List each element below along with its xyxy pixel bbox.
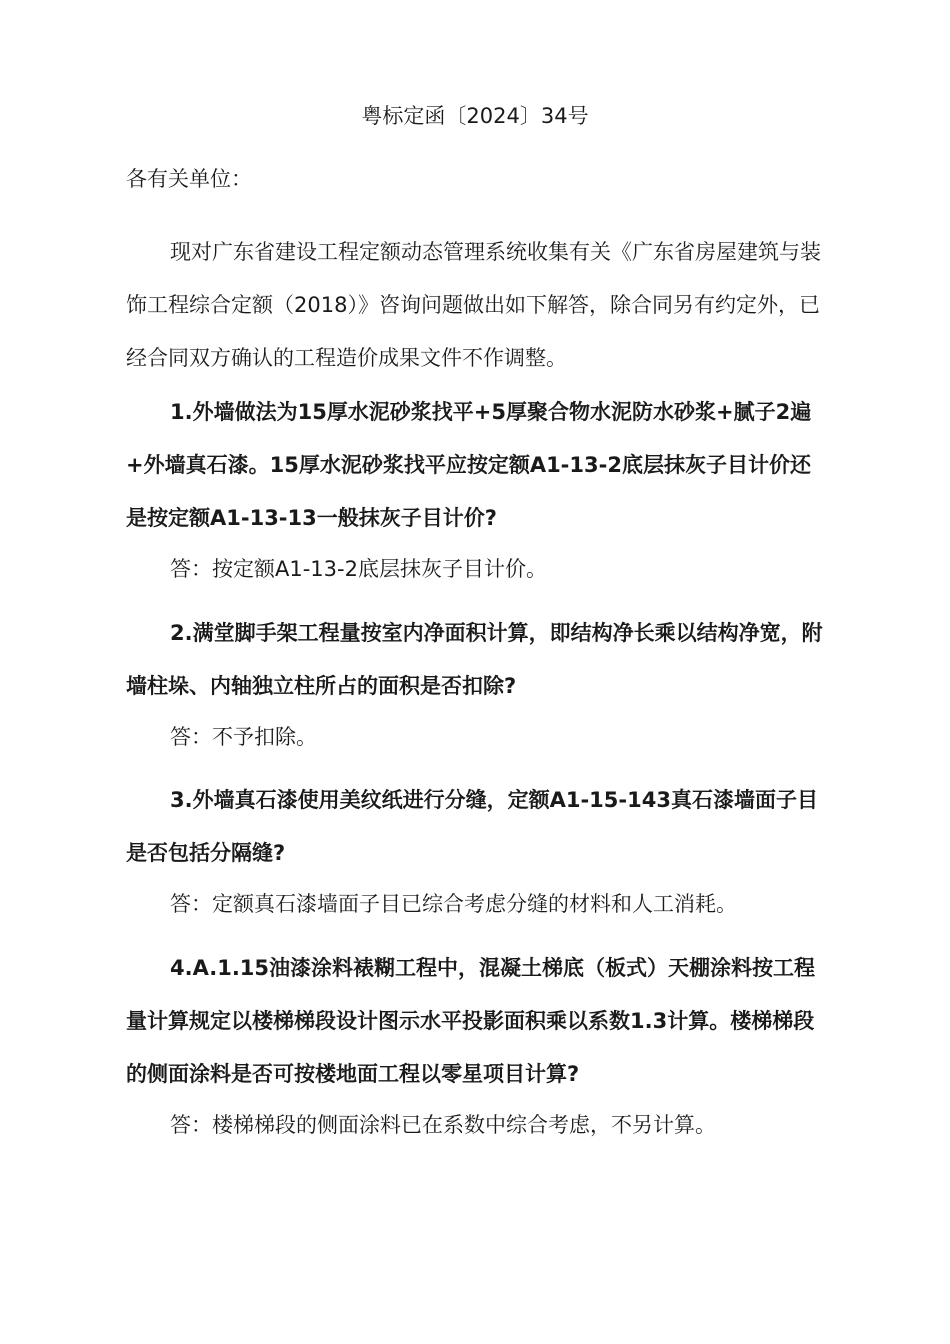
answer-text: 答：定额真石漆墙面子目已综合考虑分缝的材料和人工消耗。 (170, 892, 737, 916)
answer-text: 答：楼梯梯段的侧面涂料已在系数中综合考虑，不另计算。 (170, 1113, 716, 1137)
question-text: 4.A.1.15油漆涂料裱糊工程中，混凝土梯底（板式）天棚涂料按工程量计算规定以楼梯梯段设计图示水平投影面积乘以系数1.3计算。楼梯梯段的侧面涂料是否可按楼地面工程以零星项目计算? (126, 956, 816, 1086)
qa-item (126, 942, 826, 1145)
qa-item (126, 607, 826, 757)
qa-item (126, 774, 826, 924)
answer-text: 答：不予扣除。 (170, 725, 317, 749)
document-number: 粤标定函〔2024〕34号 (361, 104, 589, 128)
question-text: 1.外墙做法为15厚水泥砂浆找平+5厚聚合物水泥防水砂浆+腻子2遍+外墙真石漆。15厚水泥砂浆找平应按定额A1-13-2底层抹灰子目计价还是按定额A1-13-13一般抹灰子目计价? (126, 400, 812, 530)
intro-paragraph: 现对广东省建设工程定额动态管理系统收集有关《广东省房屋建筑与装饰工程综合定额（2018）》咨询问题做出如下解答，除合同另有约定外，已经合同双方确认的工程造价成果文件不作调整。 (126, 240, 821, 370)
question-text: 3.外墙真石漆使用美纹纸进行分缝，定额A1-15-143真石漆墙面子目是否包括分隔缝? (126, 788, 818, 865)
salutation: 各有关单位： (126, 167, 252, 191)
answer-text: 答：按定额A1-13-2底层抹灰子目计价。 (170, 557, 547, 581)
qa-item (126, 386, 826, 589)
question-text: 2.满堂脚手架工程量按室内净面积计算，即结构净长乘以结构净宽，附墙柱垛、内轴独立柱所占的面积是否扣除? (126, 621, 823, 698)
